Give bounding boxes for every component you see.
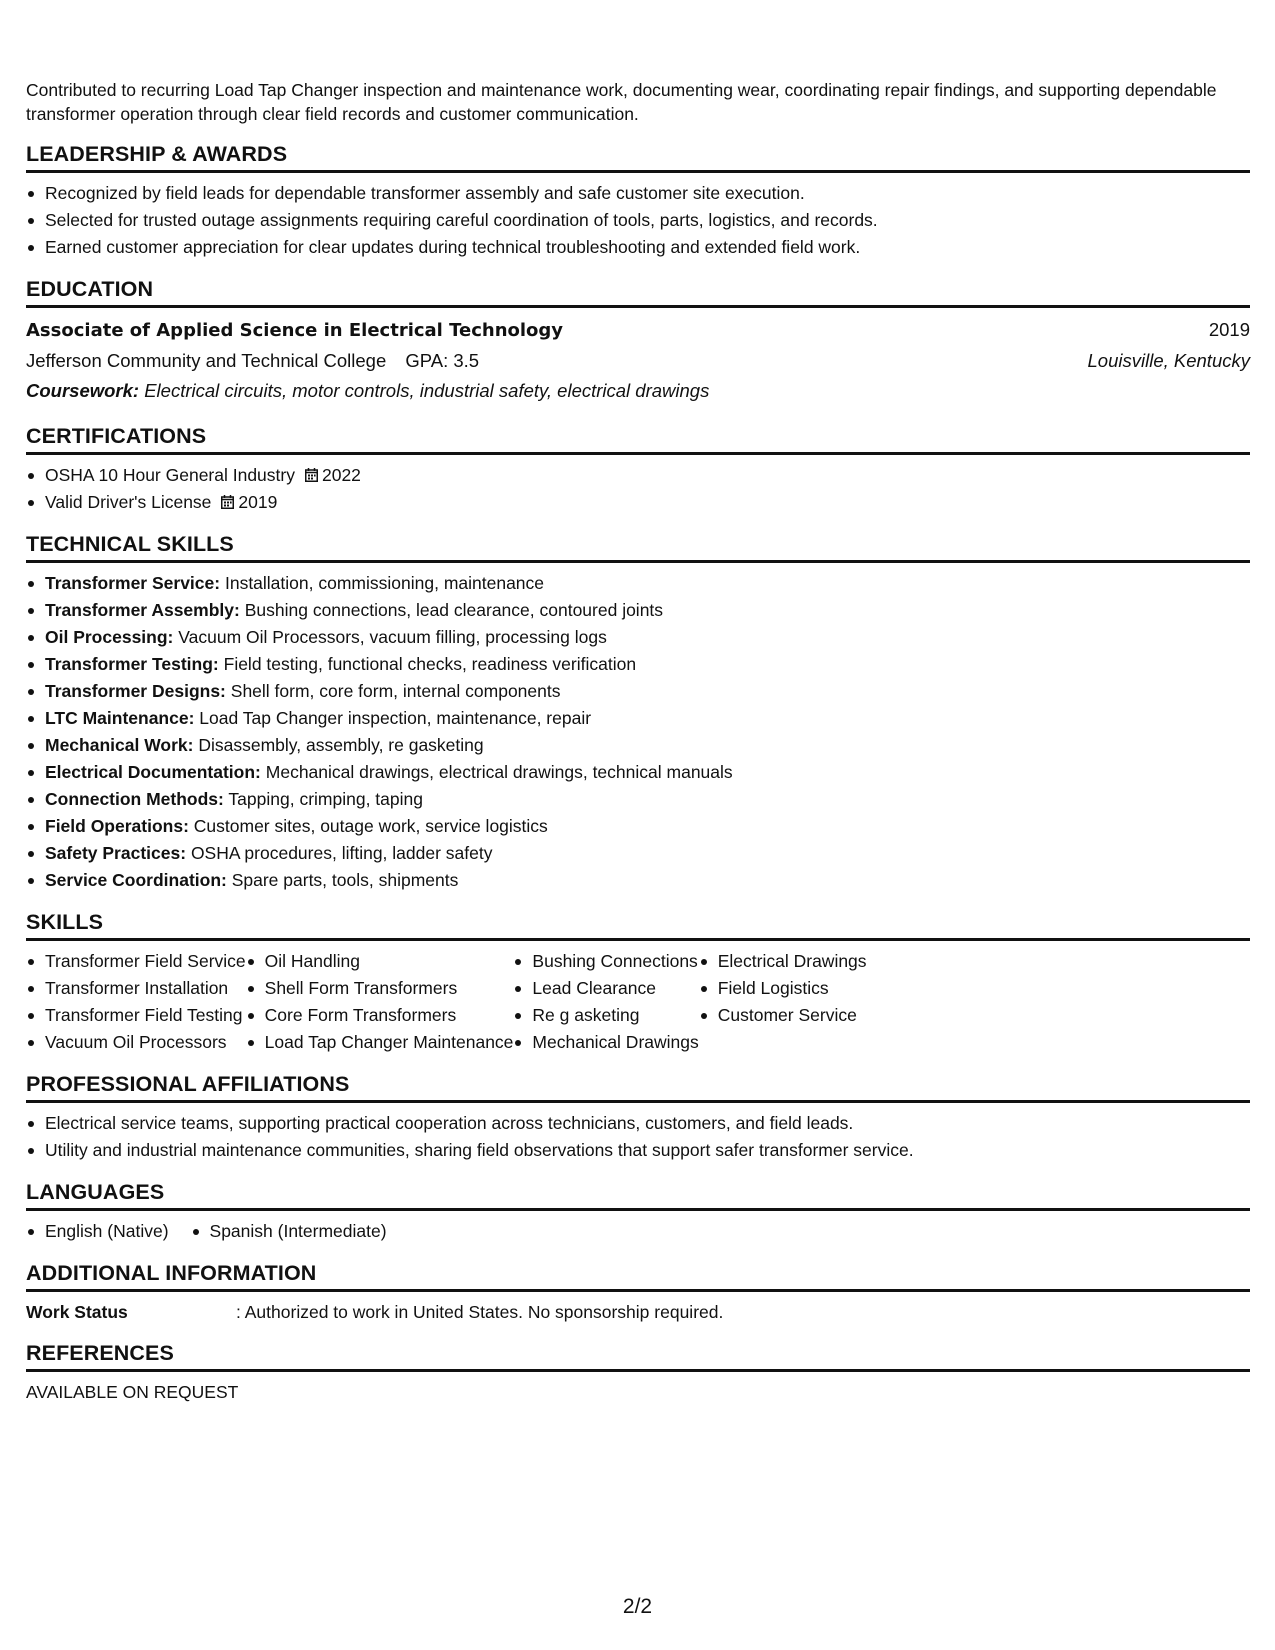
education-school-row xyxy=(26,346,1250,376)
list-item: Mechanical Drawings xyxy=(513,1029,698,1056)
affiliations-section xyxy=(26,1070,1250,1164)
list-item xyxy=(26,624,1250,651)
list-item xyxy=(26,786,1250,813)
affiliations-list xyxy=(26,1110,1250,1164)
languages-section xyxy=(26,1178,1250,1245)
skill-text: Bushing connections, lead clearance, contoured joints xyxy=(244,600,664,620)
leadership-list xyxy=(26,180,1250,261)
skill-label: Electrical Documentation: xyxy=(45,762,261,782)
list-item xyxy=(26,867,1250,894)
degree-name: Associate of Applied Science in Electrical Technology xyxy=(26,320,564,341)
list-item: Earned customer appreciation for clear updates during technical troubleshooting and extended field work. xyxy=(26,234,1250,261)
skill-label: Transformer Designs: xyxy=(45,681,226,701)
list-item: Spanish (Intermediate) xyxy=(191,1218,387,1245)
skill-label: Connection Methods: xyxy=(45,789,224,809)
list-item xyxy=(26,759,1250,786)
work-status-value: : Authorized to work in United States. No sponsorship required. xyxy=(236,1302,724,1322)
skills-column xyxy=(26,948,246,1056)
certification-name: OSHA 10 Hour General Industry xyxy=(45,465,295,485)
list-item: Transformer Field Service xyxy=(26,948,246,975)
additional-info-section xyxy=(26,1259,1250,1325)
skill-text: Load Tap Changer inspection, maintenance, repair xyxy=(199,708,592,728)
skill-label: Transformer Service: xyxy=(45,573,221,593)
skill-label: Service Coordination: xyxy=(45,870,227,890)
list-item xyxy=(26,705,1250,732)
list-item: Electrical Drawings xyxy=(699,948,867,975)
calendar-icon xyxy=(221,490,234,504)
school-location: Louisville, Kentucky xyxy=(1087,350,1250,371)
leadership-section xyxy=(26,140,1250,261)
section-title: LEADERSHIP & AWARDS xyxy=(26,140,1250,173)
section-title: PROFESSIONAL AFFILIATIONS xyxy=(26,1070,1250,1103)
section-title: ADDITIONAL INFORMATION xyxy=(26,1259,1250,1292)
list-item xyxy=(26,840,1250,867)
list-item: English (Native) xyxy=(26,1218,169,1245)
resume-page xyxy=(26,78,1250,1405)
gpa: GPA: 3.5 xyxy=(405,350,480,371)
coursework-text: Electrical circuits, motor controls, industrial safety, electrical drawings xyxy=(144,380,710,401)
references-text: AVAILABLE ON REQUEST xyxy=(26,1382,239,1402)
list-item xyxy=(26,678,1250,705)
skill-label: Oil Processing: xyxy=(45,627,174,647)
section-title: EDUCATION xyxy=(26,275,1250,308)
skills-column xyxy=(513,948,698,1056)
technical-skills-section xyxy=(26,530,1250,894)
section-title: CERTIFICATIONS xyxy=(26,422,1250,455)
list-item: Customer Service xyxy=(699,1002,867,1029)
list-item xyxy=(26,462,1250,489)
skill-label: Transformer Assembly: xyxy=(45,600,240,620)
calendar-icon xyxy=(305,463,318,477)
certification-year: 2022 xyxy=(321,465,361,485)
page-number: 2/2 xyxy=(622,1595,653,1618)
skill-label: Mechanical Work: xyxy=(45,735,194,755)
skill-label: Field Operations: xyxy=(45,816,189,836)
list-item: Load Tap Changer Maintenance xyxy=(246,1029,514,1056)
skill-text: Field testing, functional checks, readiness verification xyxy=(223,654,637,674)
skill-text: OSHA procedures, lifting, ladder safety xyxy=(190,843,493,863)
coursework-label: Coursework: xyxy=(26,380,140,401)
list-item: Re g asketing xyxy=(513,1002,698,1029)
list-item xyxy=(26,732,1250,759)
certifications-list xyxy=(26,462,1250,516)
list-item: Vacuum Oil Processors xyxy=(26,1029,246,1056)
list-item: Recognized by field leads for dependable transformer assembly and safe customer site execution. xyxy=(26,180,1250,207)
list-item: Selected for trusted outage assignments requiring careful coordination of tools, parts, logistics, and records. xyxy=(26,207,1250,234)
list-item xyxy=(26,489,1250,516)
skill-text: Customer sites, outage work, service logistics xyxy=(193,816,548,836)
list-item: Transformer Field Testing xyxy=(26,1002,246,1029)
list-item: Lead Clearance xyxy=(513,975,698,1002)
skill-text: Spare parts, tools, shipments xyxy=(231,870,459,890)
skill-text: Installation, commissioning, maintenance xyxy=(224,573,545,593)
graduation-year: 2019 xyxy=(1208,319,1250,340)
education-degree-row xyxy=(26,315,1250,346)
technical-skills-list xyxy=(26,570,1250,894)
section-title: REFERENCES xyxy=(26,1339,1250,1372)
work-status-row xyxy=(26,1299,1250,1325)
skill-text: Shell form, core form, internal components xyxy=(230,681,561,701)
section-title: LANGUAGES xyxy=(26,1178,1250,1211)
school-name: Jefferson Community and Technical College xyxy=(26,350,387,371)
references-section xyxy=(26,1339,1250,1405)
skill-label: Safety Practices: xyxy=(45,843,187,863)
intro-paragraph: Contributed to recurring Load Tap Changer inspection and maintenance work, documenting wear, coordinating repair findings, and supporting dependable transformer operation through clear field records and customer communication. xyxy=(26,80,1217,124)
list-item: Transformer Installation xyxy=(26,975,246,1002)
list-item xyxy=(26,597,1250,624)
skills-column xyxy=(699,948,867,1056)
skills-column xyxy=(246,948,514,1056)
list-item: Core Form Transformers xyxy=(246,1002,514,1029)
list-item: Shell Form Transformers xyxy=(246,975,514,1002)
skills-section xyxy=(26,908,1250,1056)
skill-text: Tapping, crimping, taping xyxy=(228,789,423,809)
section-title: SKILLS xyxy=(26,908,1250,941)
list-item: Field Logistics xyxy=(699,975,867,1002)
coursework-row xyxy=(26,376,1250,406)
certification-year: 2019 xyxy=(238,492,278,512)
list-item xyxy=(26,570,1250,597)
list-item: Oil Handling xyxy=(246,948,514,975)
section-title: TECHNICAL SKILLS xyxy=(26,530,1250,563)
list-item: Electrical service teams, supporting practical cooperation across technicians, customers, and field leads. xyxy=(26,1110,1250,1137)
skills-grid xyxy=(26,948,1250,1056)
education-section xyxy=(26,275,1250,406)
work-status-label: Work Status xyxy=(26,1302,128,1322)
skill-text: Disassembly, assembly, re gasketing xyxy=(198,735,484,755)
skill-label: LTC Maintenance: xyxy=(45,708,195,728)
skill-text: Vacuum Oil Processors, vacuum filling, processing logs xyxy=(178,627,607,647)
certification-name: Valid Driver's License xyxy=(45,492,212,512)
list-item xyxy=(26,813,1250,840)
skill-text: Mechanical drawings, electrical drawings, technical manuals xyxy=(265,762,733,782)
skill-label: Transformer Testing: xyxy=(45,654,219,674)
languages-list xyxy=(26,1218,1250,1245)
list-item: Utility and industrial maintenance communities, sharing field observations that support safer transformer service. xyxy=(26,1137,1250,1164)
list-item xyxy=(26,651,1250,678)
list-item: Bushing Connections xyxy=(513,948,698,975)
certifications-section xyxy=(26,422,1250,516)
